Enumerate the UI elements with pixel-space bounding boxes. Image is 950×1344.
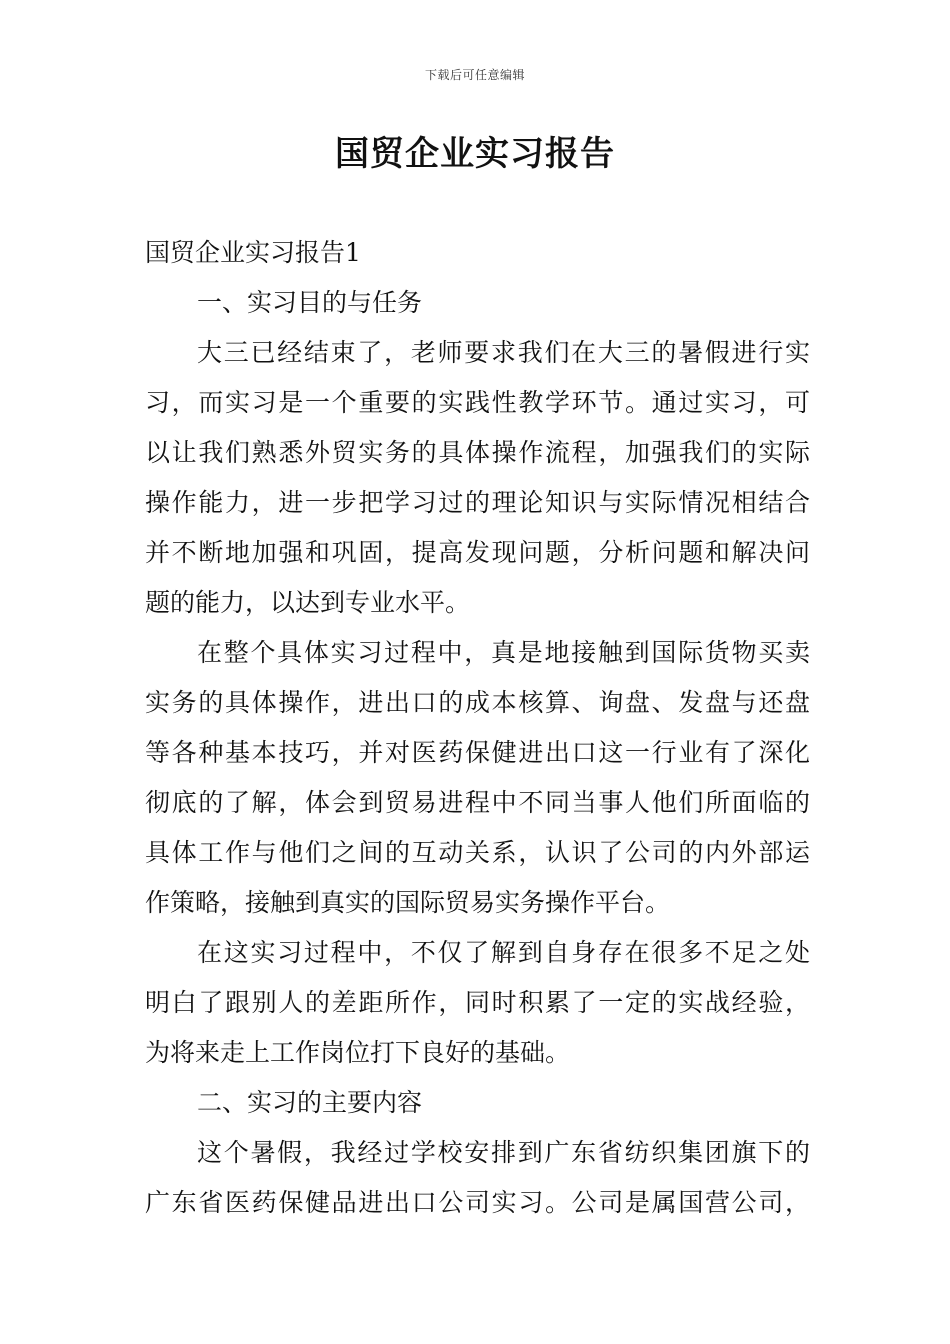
paragraph-line: 以让我们熟悉外贸实务的具体操作流程，加强我们的实际 — [145, 438, 810, 467]
paragraph-line: 具体工作与他们之间的互动关系，认识了公司的内外部运 — [145, 838, 810, 867]
paragraph-line: 在这实习过程中，不仅了解到自身存在很多不足之处 — [197, 938, 810, 967]
paragraph-line: 操作能力，进一步把学习过的理论知识与实际情况相结合 — [145, 488, 810, 517]
paragraph-line: 广东省医药保健品进出口公司实习。公司是属国营公司， — [145, 1188, 810, 1217]
paragraph-line: 大三已经结束了，老师要求我们在大三的暑假进行实 — [197, 338, 810, 367]
paragraph-line: 为将来走上工作岗位打下良好的基础。 — [145, 1038, 571, 1067]
section-heading: 一、实习目的与任务 — [197, 288, 423, 317]
paragraph-line: 作策略，接触到真实的国际贸易实务操作平台。 — [145, 888, 671, 917]
paragraph-line: 等各种基本技巧，并对医药保健进出口这一行业有了深化 — [145, 738, 810, 767]
paragraph-line: 这个暑假，我经过学校安排到广东省纺织集团旗下的 — [197, 1138, 810, 1167]
page-title: 国贸企业实习报告 — [335, 134, 615, 174]
paragraph-line: 在整个具体实习过程中，真是地接触到国际货物买卖 — [197, 638, 810, 667]
paragraph-line: 习，而实习是一个重要的实践性教学环节。通过实习，可 — [145, 388, 810, 417]
header-note: 下载后可任意编辑 — [424, 68, 525, 82]
paragraph-line: 明白了跟别人的差距所作，同时积累了一定的实战经验， — [145, 988, 810, 1017]
document-body — [145, 228, 810, 1228]
paragraph-line: 题的能力，以达到专业水平。 — [145, 588, 471, 617]
paragraph-line: 并不断地加强和巩固，提高发现问题，分析问题和解决问 — [145, 538, 810, 567]
subheading: 国贸企业实习报告1 — [145, 238, 361, 267]
paragraph-line: 彻底的了解，体会到贸易进程中不同当事人他们所面临的 — [145, 788, 810, 817]
section-heading: 二、实习的主要内容 — [197, 1088, 423, 1117]
paragraph-line: 实务的具体操作，进出口的成本核算、询盘、发盘与还盘 — [145, 688, 810, 717]
